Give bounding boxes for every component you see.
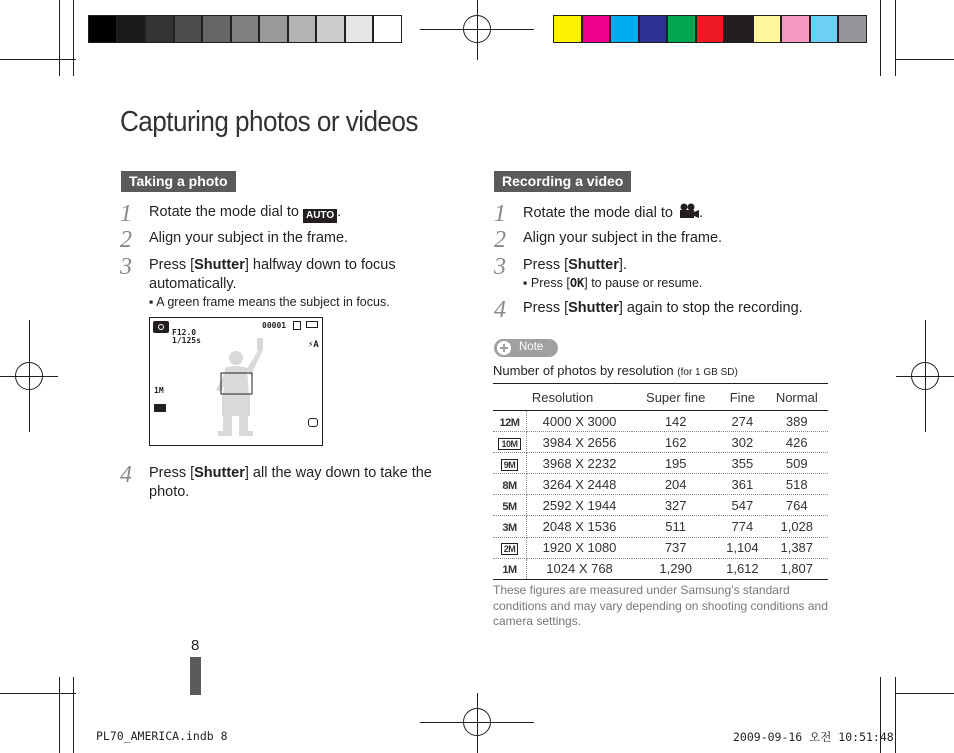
step-number: 4 <box>120 462 132 488</box>
crop-mark <box>895 59 954 60</box>
table-row <box>493 495 828 516</box>
resolution-cell: 1920 X 1080 <box>527 537 633 558</box>
super-fine-cell: 511 <box>632 516 719 537</box>
super-fine-cell: 204 <box>632 474 719 495</box>
color-swatch <box>145 15 174 43</box>
resolution-cell: 1024 X 768 <box>527 558 633 579</box>
column-header: Fine <box>719 384 765 411</box>
table-row <box>493 537 828 558</box>
resolution-icon: 5M <box>493 495 527 516</box>
resolution-cell: 3264 X 2448 <box>527 474 633 495</box>
step-number: 4 <box>494 297 506 323</box>
crop-mark <box>895 693 954 694</box>
color-swatch <box>345 15 374 43</box>
fine-cell: 1,612 <box>719 558 765 579</box>
resolution-icon: 9M <box>493 453 527 474</box>
registration-mark <box>911 362 939 390</box>
timer-icon <box>308 418 318 427</box>
resolution-table <box>493 383 828 580</box>
color-swatch <box>610 15 639 43</box>
color-swatch <box>639 15 668 43</box>
table-row <box>493 474 828 495</box>
super-fine-cell: 1,290 <box>632 558 719 579</box>
page-number: 8 <box>191 637 200 654</box>
step-number: 3 <box>494 254 506 280</box>
crop-mark <box>895 0 896 76</box>
resolution-icon: 3M <box>493 516 527 537</box>
step-text: Press [Shutter] all the way down to take the photo. <box>149 465 432 500</box>
step-text: Align your subject in the frame. <box>149 230 349 246</box>
column-header: Normal <box>766 384 828 411</box>
normal-cell: 426 <box>766 432 828 453</box>
memory-card-icon <box>293 321 301 330</box>
color-swatch <box>724 15 753 43</box>
step-text: Press [Shutter]. <box>523 257 627 273</box>
color-swatch <box>373 15 402 43</box>
color-swatch <box>753 15 782 43</box>
shutter-speed-readout: 1/125s <box>172 336 201 345</box>
fine-cell: 1,104 <box>719 537 765 558</box>
section-header-recording-video: Recording a video <box>494 171 631 192</box>
fine-cell: 547 <box>719 495 765 516</box>
bullet-note: ▪ Press [OK] to pause or resume. <box>523 276 703 290</box>
step-text: Align your subject in the frame. <box>523 230 723 246</box>
crop-mark <box>59 0 60 76</box>
step-number: 2 <box>120 227 132 253</box>
color-swatch <box>288 15 317 43</box>
normal-cell: 1,387 <box>766 537 828 558</box>
registration-mark <box>463 708 491 736</box>
color-swatch <box>582 15 611 43</box>
shot-counter: 00001 <box>262 321 287 330</box>
super-fine-cell: 195 <box>632 453 719 474</box>
battery-icon <box>306 321 318 328</box>
aperture-readout: F12.0 <box>172 328 197 337</box>
crop-mark <box>59 677 60 753</box>
super-fine-cell: 162 <box>632 432 719 453</box>
column-header: Super fine <box>632 384 719 411</box>
table-title: Number of photos by resolution (for 1 GB SD) <box>493 363 738 378</box>
auto-mode-icon: AUTO <box>303 205 337 224</box>
crop-mark <box>73 677 74 753</box>
normal-cell: 389 <box>766 411 828 432</box>
color-swatch <box>316 15 345 43</box>
page-title: Capturing photos or videos <box>120 106 418 138</box>
color-swatch <box>667 15 696 43</box>
color-swatch <box>781 15 810 43</box>
resolution-cell: 2048 X 1536 <box>527 516 633 537</box>
resolution-icon: 1M <box>493 558 527 579</box>
table-row <box>493 558 828 579</box>
fine-cell: 302 <box>719 432 765 453</box>
flash-auto-icon: ⚡A <box>308 340 319 350</box>
table-row <box>493 411 828 432</box>
super-fine-cell: 327 <box>632 495 719 516</box>
movie-camera-icon <box>677 203 699 225</box>
step-text: Rotate the mode dial to AUTO . <box>149 203 341 224</box>
note-plus-icon <box>497 341 511 355</box>
normal-cell: 1,028 <box>766 516 828 537</box>
crop-mark <box>0 693 76 694</box>
file-slug: PL70_AMERICA.indb 8 <box>96 729 228 743</box>
camera-icon <box>153 321 169 333</box>
resolution-icon: 2M <box>493 537 527 558</box>
quality-icon <box>154 404 166 412</box>
bullet-note: ▪ A green frame means the subject in focus. <box>149 295 390 309</box>
resolution-cell: 3968 X 2232 <box>527 453 633 474</box>
resolution-cell: 3984 X 2656 <box>527 432 633 453</box>
step-number: 2 <box>494 227 506 253</box>
color-swatch <box>117 15 146 43</box>
ok-button-icon: OK <box>569 276 585 290</box>
column-header: Resolution <box>493 384 632 411</box>
note-label: Note <box>519 341 544 353</box>
color-swatch <box>174 15 203 43</box>
color-swatch <box>202 15 231 43</box>
resolution-cell: 4000 X 3000 <box>527 411 633 432</box>
fine-cell: 361 <box>719 474 765 495</box>
camera-lcd-illustration <box>149 317 323 446</box>
step-number: 3 <box>120 254 132 280</box>
page-tab-bar <box>190 657 201 695</box>
photo-size-icon: 1M <box>154 386 164 395</box>
super-fine-cell: 737 <box>632 537 719 558</box>
resolution-icon: 10M <box>493 432 527 453</box>
color-swatch <box>259 15 288 43</box>
normal-cell: 509 <box>766 453 828 474</box>
super-fine-cell: 142 <box>632 411 719 432</box>
normal-cell: 764 <box>766 495 828 516</box>
step-text: Press [Shutter] halfway down to focus automatically. <box>149 257 396 292</box>
resolution-icon: 8M <box>493 474 527 495</box>
color-swatch <box>553 15 582 43</box>
registration-mark <box>15 362 43 390</box>
color-swatch <box>696 15 725 43</box>
table-row <box>493 432 828 453</box>
registration-mark <box>463 15 491 43</box>
resolution-icon: 12M <box>493 411 527 432</box>
color-swatch <box>88 15 117 43</box>
step-text: Press [Shutter] again to stop the recording. <box>523 300 803 316</box>
color-swatch <box>231 15 260 43</box>
normal-cell: 518 <box>766 474 828 495</box>
step-text: Rotate the mode dial to . <box>523 203 703 225</box>
table-row <box>493 453 828 474</box>
step-number: 1 <box>120 201 132 227</box>
table-row <box>493 516 828 537</box>
crop-mark <box>73 0 74 76</box>
table-footnote: These figures are measured under Samsung’s standard conditions and may vary depending on shooting conditions and camera settings. <box>493 583 828 628</box>
color-swatch <box>810 15 839 43</box>
section-header-taking-photo: Taking a photo <box>121 171 236 192</box>
fine-cell: 355 <box>719 453 765 474</box>
step-number: 1 <box>494 201 506 227</box>
fine-cell: 774 <box>719 516 765 537</box>
crop-mark <box>895 677 896 753</box>
color-swatch <box>838 15 867 43</box>
crop-mark <box>880 0 881 76</box>
timestamp-slug: 2009-09-16 오전 10:51:48 <box>733 730 894 744</box>
normal-cell: 1,807 <box>766 558 828 579</box>
fine-cell: 274 <box>719 411 765 432</box>
crop-mark <box>0 59 76 60</box>
resolution-cell: 2592 X 1944 <box>527 495 633 516</box>
